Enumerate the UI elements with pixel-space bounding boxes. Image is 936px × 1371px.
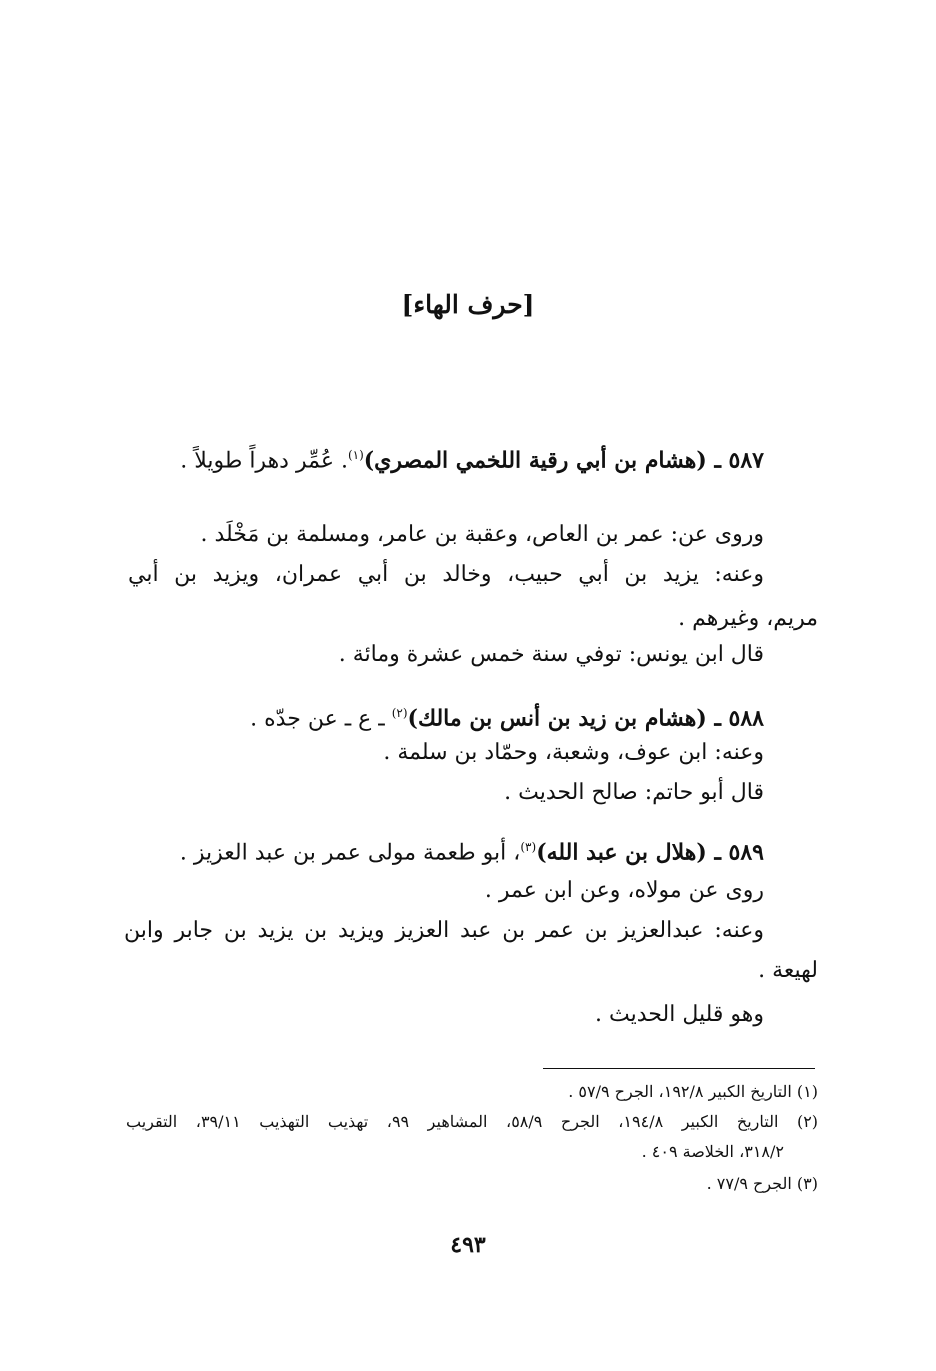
entry-note: ، أبو طعمة مولى عمر بن عبد العزيز . (179, 840, 521, 866)
entry-dash: ـ (706, 705, 729, 732)
entry-587-line: وروى عن: عمر بن العاص، وعقبة بن عامر، ومسلمة بن مَخْلَد . (200, 522, 764, 547)
page-number: ٤٩٣ (450, 1232, 486, 1258)
entry-number: ٥٨٧ (728, 447, 764, 474)
entry-587-line: مريم، وغيرهم . (678, 606, 818, 631)
entry-name: (هلال بن عبد الله) (536, 839, 707, 866)
section-heading: [حرف الهاء] (401, 290, 535, 319)
entry-name: (هشام بن زيد بن أنس بن مالك) (407, 705, 707, 732)
entry-587-line: وعنه: يزيد بن أبي حبيب، وخالد بن أبي عمران، ويزيد بن أبي (128, 562, 764, 587)
entry-dash: ـ (706, 839, 729, 866)
entry-588-line: قال أبو حاتم: صالح الحديث . (504, 780, 764, 805)
footnote-ref: (٣) (520, 840, 537, 854)
footnote: (١) التاريخ الكبير ١٩٢/٨، الجرح ٥٧/٩ . (568, 1082, 818, 1101)
entry-note: . عُمِّر دهراً طويلاً . (180, 448, 348, 474)
entry-589-header (180, 832, 764, 868)
entry-587-line: قال ابن يونس: توفي سنة خمس عشرة ومائة . (338, 642, 764, 667)
entry-589-line: وهو قليل الحديث . (595, 1002, 764, 1027)
entry-589-line: وعنه: عبدالعزيز بن عمر بن عبد العزيز ويزيد بن يزيد بن جابر وابن (124, 918, 764, 943)
entry-dash: ـ (706, 447, 729, 474)
entry-589-line: روى عن مولاه، وعن ابن عمر . (484, 878, 764, 903)
entry-name: (هشام بن أبي رقية اللخمي المصري) (363, 447, 707, 474)
footnote: ٣١٨/٢، الخلاصة ٤٠٩ . (641, 1142, 784, 1161)
footnote-ref: (١) (347, 448, 364, 462)
entry-588-line: وعنه: ابن عوف، وشعبة، وحمّاد بن سلمة . (383, 740, 764, 765)
footnote: (٢) التاريخ الكبير ١٩٤/٨، الجرح ٥٨/٩، المشاهير ٩٩، تهذيب التهذيب ٣٩/١١، التقريب (126, 1112, 819, 1131)
footnote-separator (543, 1068, 815, 1069)
entry-587-header (180, 440, 764, 476)
entry-number: ٥٨٨ (728, 705, 764, 732)
entry-note: ـ ع ـ عن جدّه . (250, 706, 392, 732)
entry-number: ٥٨٩ (728, 839, 764, 866)
entry-588-header (250, 698, 764, 734)
entry-589-line: لهيعة . (758, 958, 818, 983)
footnote: (٣) الجرح ٧٧/٩ . (706, 1174, 818, 1193)
footnote-ref: (٢) (391, 706, 408, 720)
